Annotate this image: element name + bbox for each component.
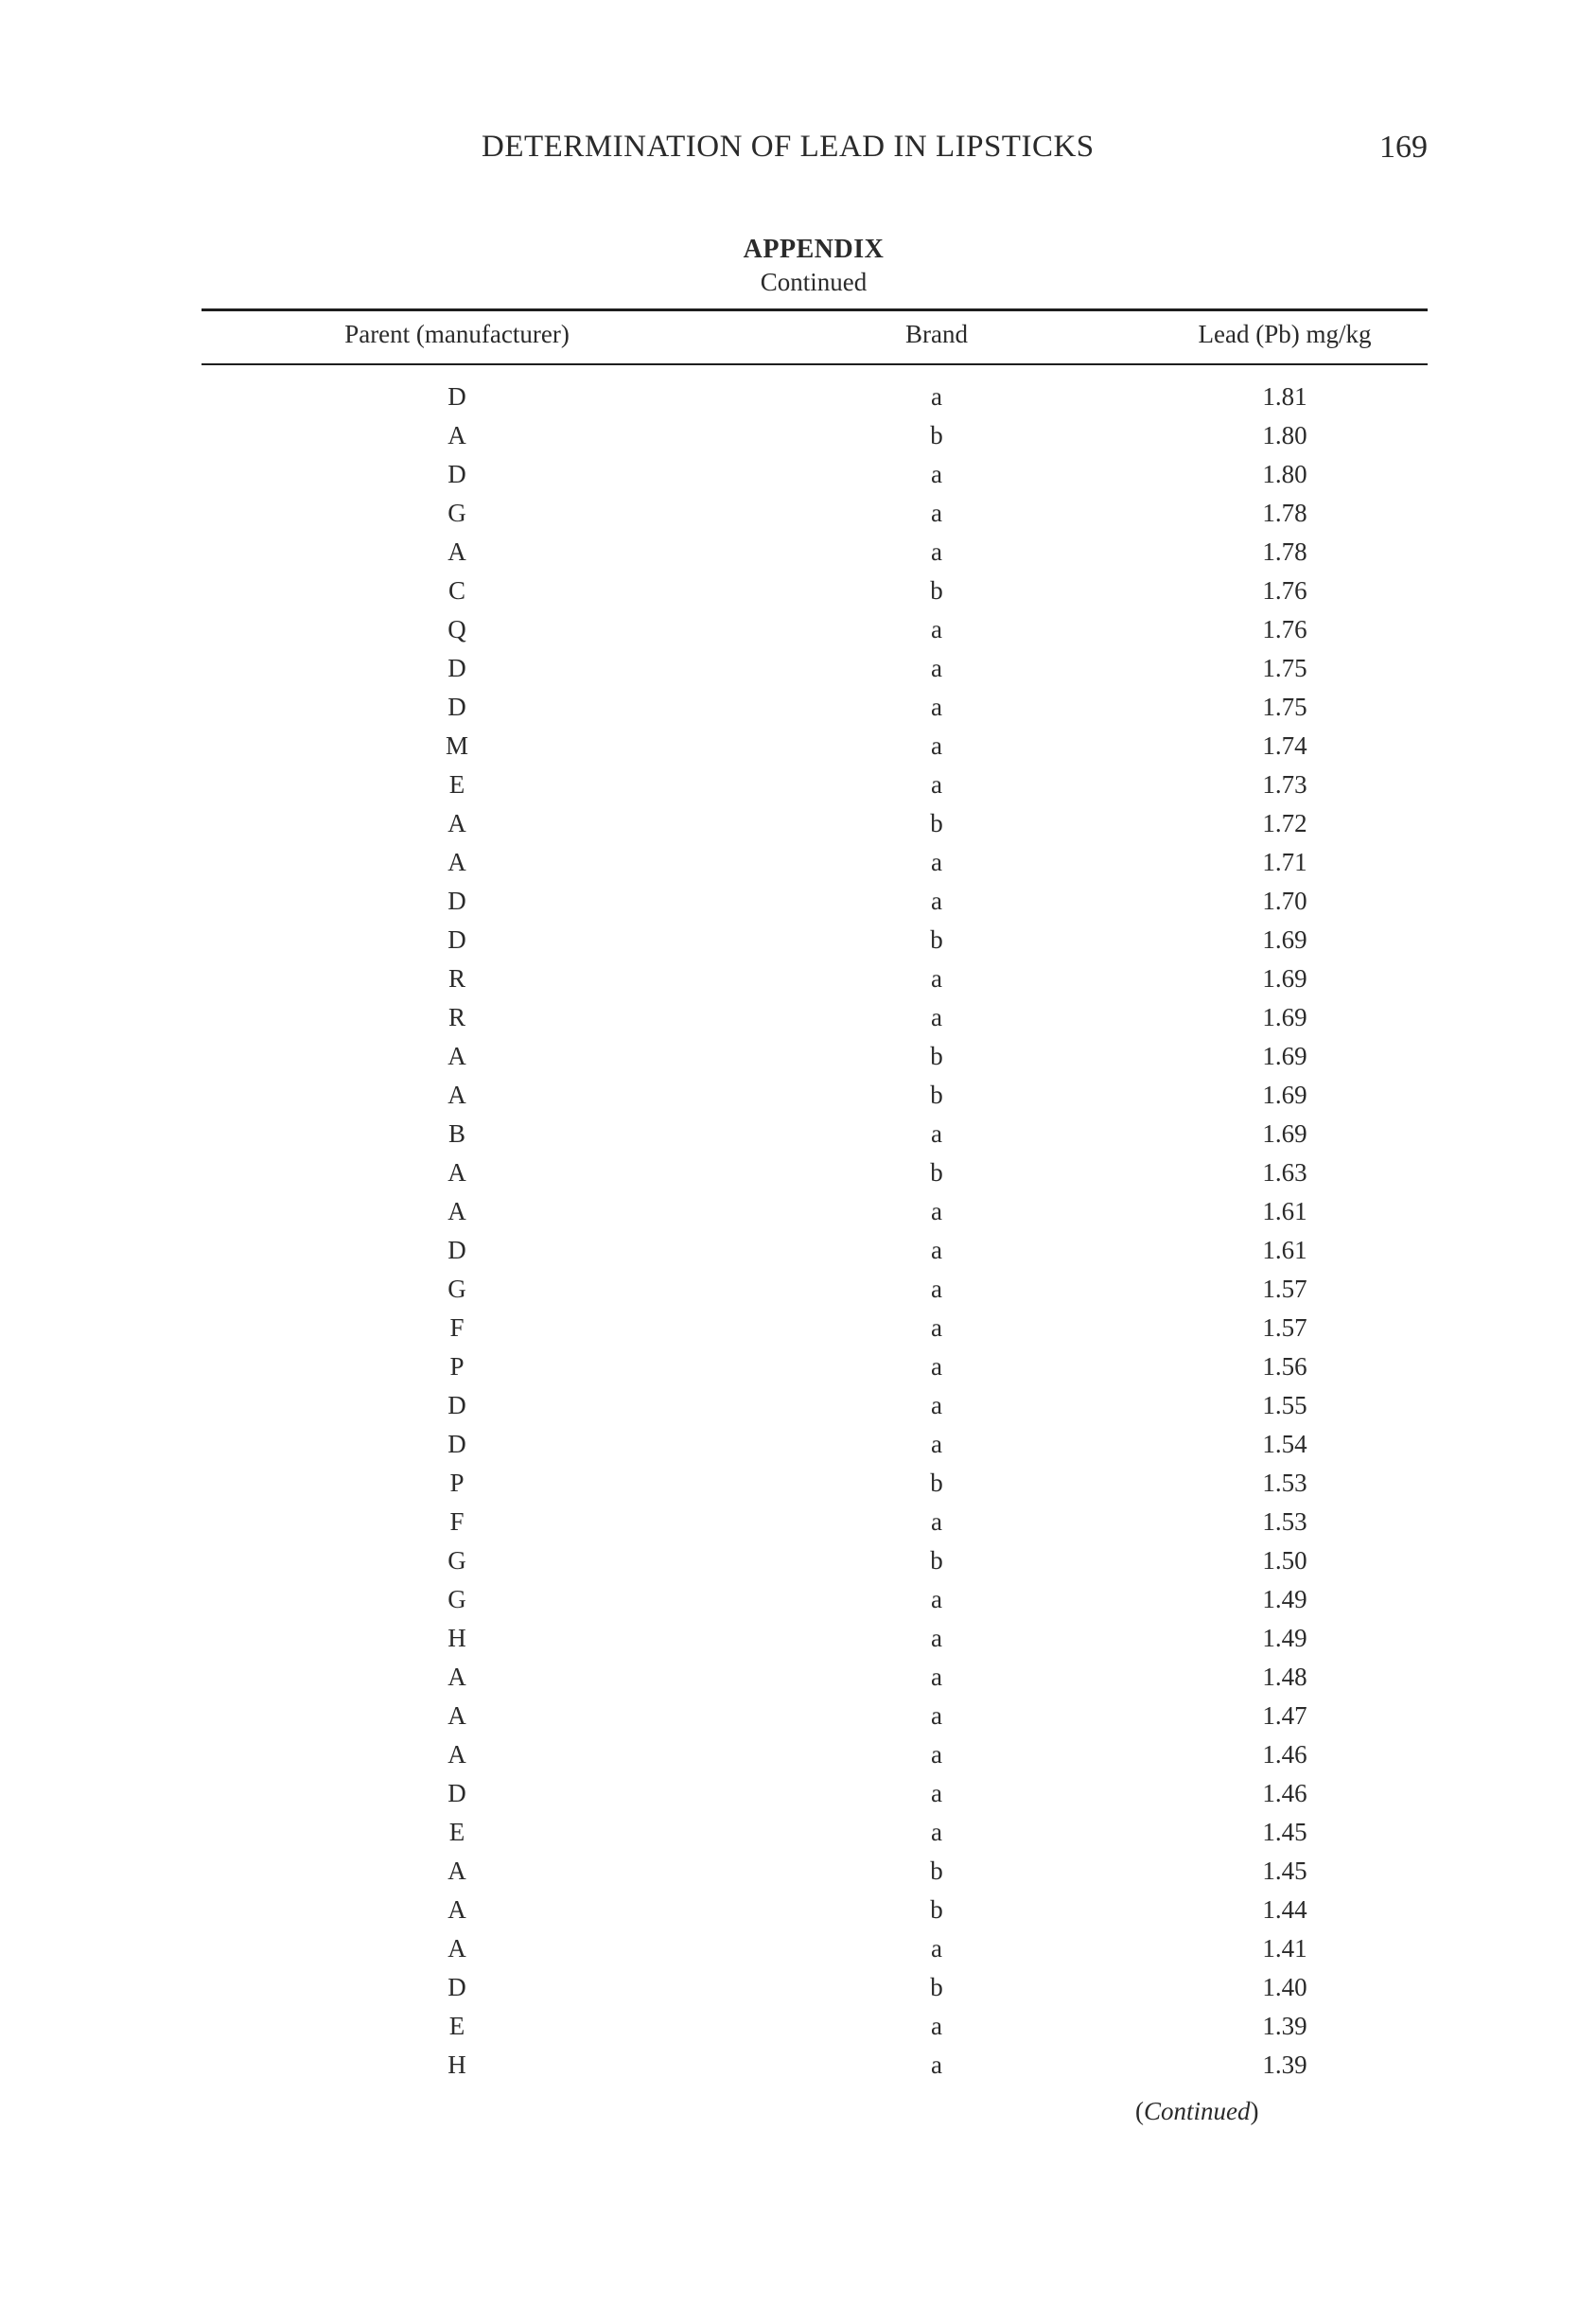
table-row: [202, 536, 1428, 574]
cell-parent: A: [447, 1197, 466, 1225]
table-row: [202, 1079, 1428, 1118]
cell-parent: A: [447, 1663, 466, 1691]
cell-parent: G: [447, 1585, 466, 1613]
cell-parent: A: [447, 1934, 466, 1963]
cell-parent: A: [447, 1740, 466, 1769]
cell-lead: 1.78: [1262, 537, 1307, 566]
cell-parent: A: [447, 1895, 466, 1924]
table-subcaption: Continued: [760, 268, 868, 296]
cell-lead: 1.61: [1262, 1197, 1307, 1225]
cell-brand: a: [931, 1740, 942, 1769]
page-number: 169: [1379, 130, 1428, 165]
cell-parent: E: [448, 1818, 465, 1846]
cell-brand: a: [931, 887, 942, 915]
cell-lead: 1.46: [1262, 1779, 1307, 1807]
cell-lead: 1.72: [1262, 809, 1307, 837]
cell-brand: b: [930, 1158, 943, 1187]
cell-parent: G: [447, 499, 466, 527]
column-header-parent: Parent (manufacturer): [344, 320, 570, 348]
cell-lead: 1.69: [1262, 964, 1307, 993]
cell-lead: 1.57: [1262, 1313, 1307, 1342]
cell-brand: a: [931, 693, 942, 721]
continued-note: (Continued): [1135, 2097, 1259, 2125]
cell-brand: b: [930, 1546, 943, 1575]
cell-lead: 1.69: [1262, 1042, 1307, 1070]
table-row: [202, 1699, 1428, 1738]
table-row: [202, 885, 1428, 924]
cell-parent: D: [447, 925, 466, 954]
table-row: [202, 1777, 1428, 1816]
cell-parent: A: [447, 537, 466, 566]
cell-lead: 1.41: [1262, 1934, 1307, 1963]
table-row: [202, 1932, 1428, 1971]
cell-brand: a: [931, 654, 942, 682]
cell-lead: 1.53: [1262, 1469, 1307, 1497]
cell-parent: G: [447, 1546, 466, 1575]
table-row: [202, 1001, 1428, 1040]
cell-brand: a: [931, 1507, 942, 1536]
table-row: [202, 1583, 1428, 1622]
table-row: [202, 1118, 1428, 1156]
cell-lead: 1.50: [1262, 1546, 1307, 1575]
cell-lead: 1.47: [1262, 1701, 1307, 1730]
cell-brand: a: [931, 848, 942, 876]
cell-brand: b: [930, 421, 943, 449]
cell-parent: M: [445, 731, 468, 760]
cell-brand: a: [931, 615, 942, 643]
cell-lead: 1.75: [1262, 693, 1307, 721]
cell-brand: b: [930, 1973, 943, 2001]
cell-brand: a: [931, 2051, 942, 2079]
cell-parent: E: [448, 770, 465, 799]
cell-brand: a: [931, 1663, 942, 1691]
cell-lead: 1.78: [1262, 499, 1307, 527]
cell-brand: b: [930, 925, 943, 954]
cell-parent: G: [447, 1275, 466, 1303]
cell-lead: 1.57: [1262, 1275, 1307, 1303]
cell-parent: A: [447, 848, 466, 876]
cell-parent: P: [449, 1352, 465, 1381]
cell-lead: 1.69: [1262, 1081, 1307, 1109]
cell-lead: 1.69: [1262, 1119, 1307, 1148]
cell-brand: a: [931, 460, 942, 488]
cell-brand: a: [931, 1624, 942, 1652]
cell-lead: 1.81: [1262, 382, 1307, 411]
table-row: [202, 1505, 1428, 1544]
cell-parent: C: [447, 576, 465, 605]
table-row: [202, 1661, 1428, 1699]
cell-brand: b: [930, 1469, 943, 1497]
cell-brand: a: [931, 1934, 942, 1963]
table-row: [202, 458, 1428, 497]
table-row: [202, 1040, 1428, 1079]
cell-lead: 1.75: [1262, 654, 1307, 682]
cell-parent: Q: [447, 615, 466, 643]
cell-lead: 1.39: [1262, 2051, 1307, 2079]
table-row: [202, 846, 1428, 885]
cell-lead: 1.49: [1262, 1624, 1307, 1652]
cell-brand: a: [931, 964, 942, 993]
cell-parent: H: [447, 2051, 466, 2079]
cell-brand: a: [931, 2012, 942, 2040]
cell-parent: R: [447, 1003, 465, 1031]
cell-parent: D: [447, 1430, 466, 1458]
cell-lead: 1.80: [1262, 421, 1307, 449]
cell-brand: a: [931, 1003, 942, 1031]
table-body: [202, 380, 1428, 2087]
cell-parent: D: [447, 1391, 466, 1419]
table-header-row: [202, 320, 1428, 358]
cell-lead: 1.44: [1262, 1895, 1307, 1924]
cell-brand: a: [931, 382, 942, 411]
table-row: [202, 2010, 1428, 2049]
cell-lead: 1.80: [1262, 460, 1307, 488]
running-head: [0, 130, 1596, 167]
table-row: [202, 1738, 1428, 1777]
table-row: [202, 730, 1428, 768]
column-header-lead: Lead (Pb) mg/kg: [1198, 320, 1372, 348]
cell-parent: H: [447, 1624, 466, 1652]
cell-brand: b: [930, 809, 943, 837]
cell-brand: a: [931, 1197, 942, 1225]
table-row: [202, 1428, 1428, 1467]
table-row: [202, 691, 1428, 730]
cell-brand: b: [930, 1042, 943, 1070]
cell-parent: A: [447, 421, 466, 449]
cell-brand: a: [931, 1585, 942, 1613]
cell-brand: a: [931, 1352, 942, 1381]
cell-lead: 1.53: [1262, 1507, 1307, 1536]
cell-parent: A: [447, 1857, 466, 1885]
cell-lead: 1.73: [1262, 770, 1307, 799]
cell-parent: F: [449, 1507, 465, 1536]
cell-lead: 1.45: [1262, 1818, 1307, 1846]
cell-brand: a: [931, 770, 942, 799]
table-row: [202, 1893, 1428, 1932]
cell-parent: P: [449, 1469, 465, 1497]
cell-lead: 1.49: [1262, 1585, 1307, 1613]
table-row: [202, 768, 1428, 807]
table-row: [202, 1311, 1428, 1350]
cell-lead: 1.40: [1262, 1973, 1307, 2001]
cell-brand: b: [930, 1895, 943, 1924]
cell-brand: a: [931, 1779, 942, 1807]
cell-lead: 1.45: [1262, 1857, 1307, 1885]
table-row: [202, 1156, 1428, 1195]
cell-parent: D: [447, 1236, 466, 1264]
table-row: [202, 1816, 1428, 1855]
table-row: [202, 1273, 1428, 1311]
table-row: [202, 1195, 1428, 1234]
cell-lead: 1.39: [1262, 2012, 1307, 2040]
cell-brand: a: [931, 1119, 942, 1148]
table-row: [202, 380, 1428, 419]
cell-lead: 1.63: [1262, 1158, 1307, 1187]
cell-brand: a: [931, 731, 942, 760]
cell-brand: a: [931, 1313, 942, 1342]
cell-parent: A: [447, 1081, 466, 1109]
table-row: [202, 419, 1428, 458]
cell-brand: a: [931, 1275, 942, 1303]
table-row: [202, 1544, 1428, 1583]
cell-parent: A: [447, 1701, 466, 1730]
table-row: [202, 1350, 1428, 1389]
cell-parent: B: [447, 1119, 465, 1148]
cell-lead: 1.54: [1262, 1430, 1307, 1458]
table-row: [202, 1971, 1428, 2010]
cell-lead: 1.46: [1262, 1740, 1307, 1769]
cell-parent: R: [447, 964, 465, 993]
cell-brand: a: [931, 1391, 942, 1419]
continued-note-text: Continued: [1144, 2097, 1251, 2125]
table-row: [202, 1389, 1428, 1428]
cell-brand: a: [931, 537, 942, 566]
table-row: [202, 1622, 1428, 1661]
table-top-rule: [202, 308, 1428, 311]
table-row: [202, 924, 1428, 962]
table-row: [202, 962, 1428, 1001]
cell-lead: 1.56: [1262, 1352, 1307, 1381]
cell-brand: a: [931, 1430, 942, 1458]
cell-brand: a: [931, 1701, 942, 1730]
cell-brand: b: [930, 1857, 943, 1885]
table-row: [202, 1234, 1428, 1273]
cell-lead: 1.69: [1262, 1003, 1307, 1031]
cell-lead: 1.69: [1262, 925, 1307, 954]
cell-lead: 1.48: [1262, 1663, 1307, 1691]
cell-lead: 1.61: [1262, 1236, 1307, 1264]
cell-brand: a: [931, 1236, 942, 1264]
table-row: [202, 574, 1428, 613]
cell-brand: b: [930, 576, 943, 605]
table-row: [202, 1855, 1428, 1893]
table-caption: APPENDIX: [743, 235, 885, 264]
cell-parent: D: [447, 382, 466, 411]
cell-lead: 1.71: [1262, 848, 1307, 876]
cell-lead: 1.74: [1262, 731, 1307, 760]
cell-parent: A: [447, 1042, 466, 1070]
cell-lead: 1.55: [1262, 1391, 1307, 1419]
cell-lead: 1.76: [1262, 615, 1307, 643]
table-row: [202, 613, 1428, 652]
table-row: [202, 1467, 1428, 1505]
cell-brand: b: [930, 1081, 943, 1109]
cell-parent: F: [449, 1313, 465, 1342]
running-title: DETERMINATION OF LEAD IN LIPSTICKS: [482, 130, 1095, 164]
table-row: [202, 807, 1428, 846]
cell-brand: a: [931, 499, 942, 527]
cell-parent: A: [447, 809, 466, 837]
table-row: [202, 2049, 1428, 2087]
cell-parent: D: [447, 693, 466, 721]
cell-parent: A: [447, 1158, 466, 1187]
table-row: [202, 497, 1428, 536]
cell-lead: 1.76: [1262, 576, 1307, 605]
cell-parent: D: [447, 654, 466, 682]
cell-parent: D: [447, 1779, 466, 1807]
cell-parent: D: [447, 1973, 466, 2001]
cell-parent: E: [448, 2012, 465, 2040]
table-row: [202, 652, 1428, 691]
table-header-rule: [202, 363, 1428, 365]
cell-parent: D: [447, 887, 466, 915]
cell-brand: a: [931, 1818, 942, 1846]
column-header-brand: Brand: [905, 320, 968, 348]
cell-lead: 1.70: [1262, 887, 1307, 915]
cell-parent: D: [447, 460, 466, 488]
